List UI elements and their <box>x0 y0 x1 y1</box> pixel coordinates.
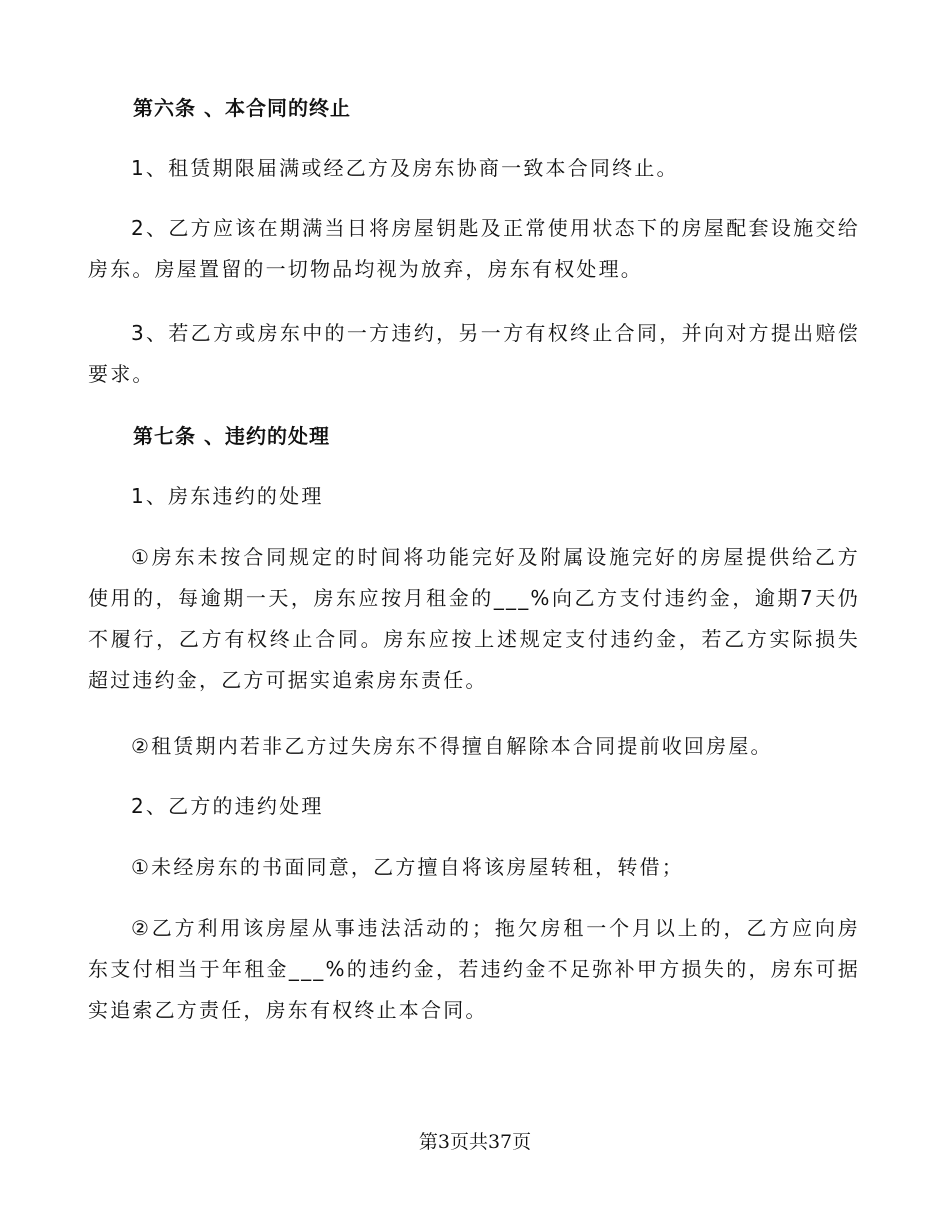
section-7-clause-1: 1、房东违约的处理 <box>131 484 324 508</box>
section-6-clause-2: 2、乙方应该在期满当日将房屋钥匙及正常使用状态下的房屋配套设施交给房东。房屋置留的一切物品均视为放弃，房东有权处理。 <box>88 216 860 281</box>
section-7-clause-2-item-1: ①未经房东的书面同意，乙方擅自将该房屋转租，转借； <box>131 855 684 879</box>
section-6-clause-3: 3、若乙方或房东中的一方违约，另一方有权终止合同，并向对方提出赔偿要求。 <box>88 321 860 386</box>
section-7-clause-1-item-2: ②租赁期内若非乙方过失房东不得擅自解除本合同提前收回房屋。 <box>131 734 773 758</box>
section-6-title: 第六条 、本合同的终止 <box>133 96 351 120</box>
page-number: 第3页共37页 <box>418 1131 532 1153</box>
section-7-clause-1-item-1: ①房东未按合同规定的时间将功能完好及附属设施完好的房屋提供给乙方使用的，每逾期一天，房东应按月租金的___%向乙方支付违约金，逾期7天仍不履行，乙方有权终止合同。房东应按上述规定支付违约金，若乙方实际损失超过违约金，乙方可据实追索房东责任。 <box>88 545 860 692</box>
section-7-clause-2-item-2: ②乙方利用该房屋从事违法活动的；拖欠房租一个月以上的，乙方应向房东支付相当于年租金___%的违约金，若违约金不足弥补甲方损失的，房东可据实追索乙方责任，房东有权终止本合同。 <box>88 916 860 1022</box>
section-7-clause-2: 2、乙方的违约处理 <box>131 794 324 818</box>
section-6-clause-1: 1、租赁期限届满或经乙方及房东协商一致本合同终止。 <box>131 156 679 180</box>
section-7-title: 第七条 、违约的处理 <box>133 424 330 448</box>
